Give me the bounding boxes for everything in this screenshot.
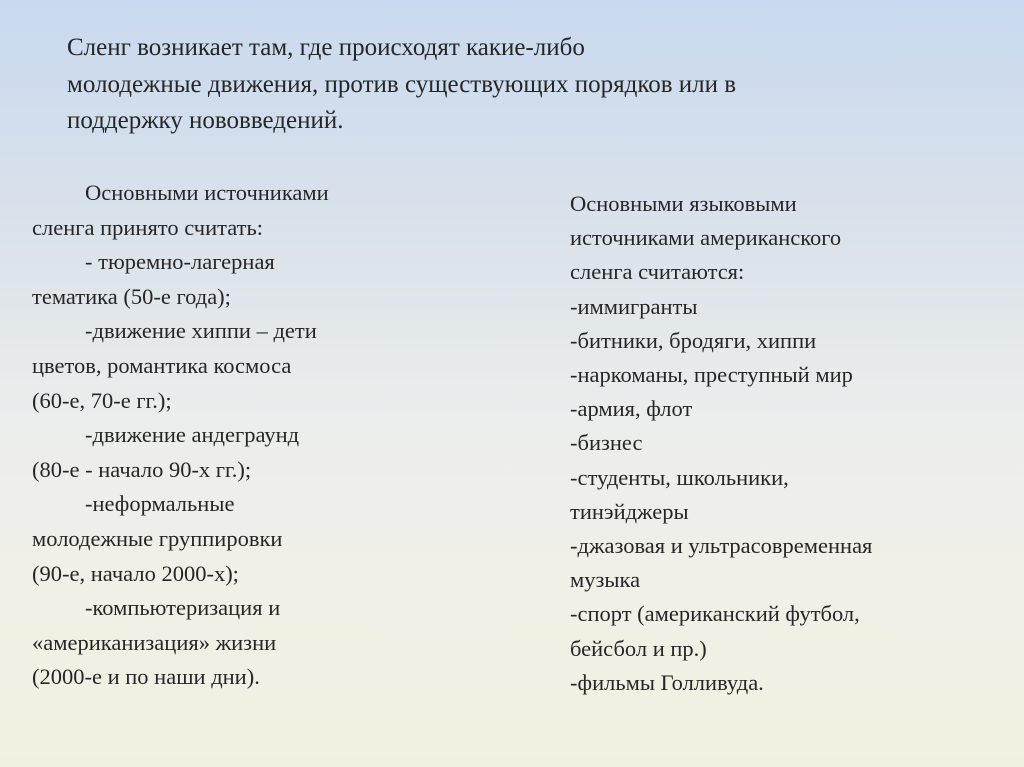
list-line: Основными языковыми xyxy=(570,191,797,216)
list-line: -движение андеграунд xyxy=(85,422,300,448)
list-line: сленга считаются: xyxy=(570,259,745,285)
list-line: -фильмы Голливуда. xyxy=(570,669,764,695)
list-line: -студенты, школьники, xyxy=(570,464,789,490)
list-line: сленга принято считать: xyxy=(32,214,263,240)
list-line: «американизация» жизни xyxy=(32,629,277,655)
list-line: тематика (50-е года); xyxy=(32,283,231,309)
list-line: - тюремно-лагерная xyxy=(85,249,275,275)
list-line: -компьютеризация и xyxy=(85,595,281,621)
list-line: молодежные группировки xyxy=(32,525,283,551)
list-line: цветов, романтика космоса xyxy=(32,352,292,378)
list-line: бейсбол и пр.) xyxy=(570,635,707,661)
list-line: музыка xyxy=(570,567,641,593)
list-line: -армия, флот xyxy=(570,396,693,422)
list-line: источниками американского xyxy=(570,225,842,251)
slang-sources-list xyxy=(32,176,329,695)
list-line: -иммигранты xyxy=(570,293,698,319)
intro-line: поддержку нововведений. xyxy=(67,107,344,134)
list-line: (60-е, 70-е гг.); xyxy=(32,387,172,413)
list-line: -битники, бродяги, хиппи xyxy=(570,327,817,353)
intro-line: молодежные движения, против существующих порядков или в xyxy=(67,70,737,98)
list-line: -движение хиппи – дети xyxy=(85,318,317,344)
list-line: (2000-е и по наши дни). xyxy=(32,664,260,690)
list-line: -бизнес xyxy=(570,430,643,456)
list-line: -спорт (американский футбол, xyxy=(570,601,860,627)
list-line: Основными источниками xyxy=(85,180,329,205)
list-line: (80-е - начало 90-х гг.); xyxy=(32,456,252,482)
list-line: -наркоманы, преступный мир xyxy=(570,362,853,388)
list-line: -неформальные xyxy=(85,491,235,517)
list-line: тинэйджеры xyxy=(570,498,689,524)
intro-paragraph xyxy=(67,30,937,140)
list-line: -джазовая и ультрасовременная xyxy=(570,533,873,559)
american-slang-sources-list xyxy=(570,187,872,700)
intro-line: Сленг возникает там, где происходят какие-либо xyxy=(67,34,585,61)
list-line: (90-е, начало 2000-х); xyxy=(32,560,239,586)
